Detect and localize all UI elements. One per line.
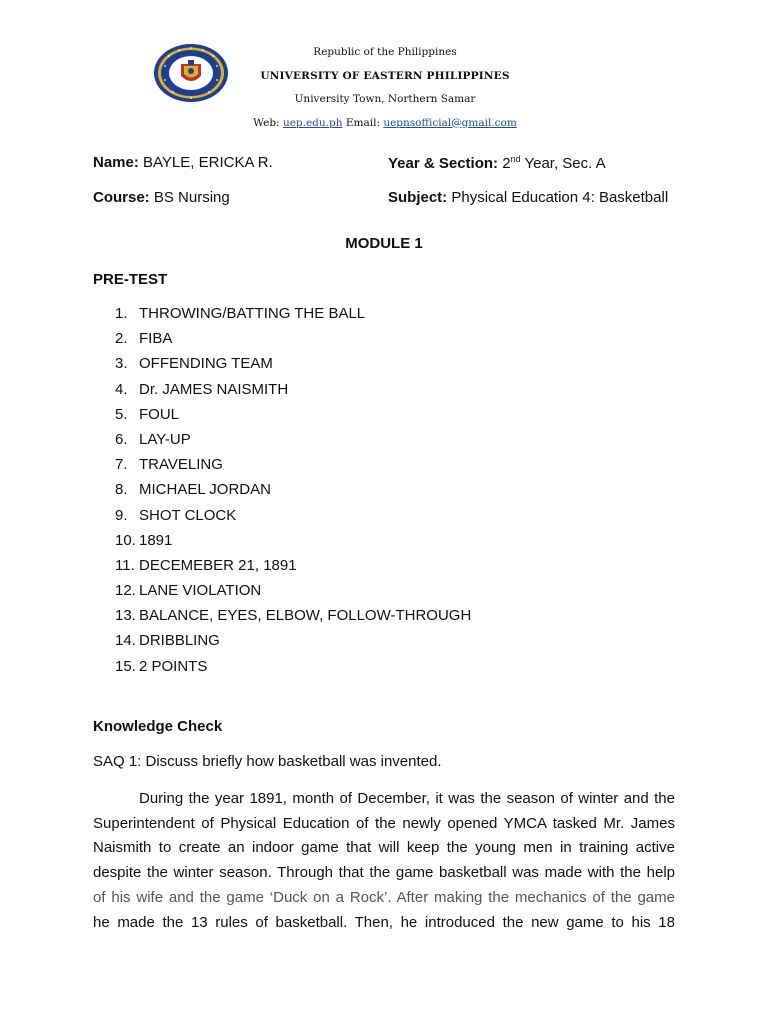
paragraph-line: he made the 13 rules of basketball. Then, he introduced the new game to his 18 [93,913,675,931]
course-field [93,189,230,206]
paragraph-line: Naismith to create an indoor game that will keep the young men in training active [93,839,675,857]
contact-line [180,112,590,136]
saq-question: SAQ 1: Discuss briefly how basketball was invented. [93,753,442,770]
web-link[interactable]: uep.edu.ph [282,116,343,129]
pretest-answer-list [115,305,471,683]
list-item: 4. Dr. JAMES NAISMITH [115,380,289,398]
email-link[interactable]: uepnsofficial@gmail.com [383,116,517,129]
course-label: Course: [93,189,150,206]
list-item: 9. SHOT CLOCK [115,506,237,524]
list-item: 5. FOUL [115,405,180,423]
university-address: University Town, Northern Samar [294,93,476,105]
subject-field [388,189,668,206]
republic-line: Republic of the Philippines [313,46,457,58]
university-name: UNIVERSITY OF EASTERN PHILIPPINES [260,69,510,82]
list-item: 10. 1891 [115,531,173,549]
list-item: 11. DECEMEBER 21, 1891 [115,556,297,574]
year-section-label: Year & Section: [388,155,499,172]
list-item: 2. FIBA [115,330,173,348]
name-field [93,154,273,171]
year-ordinal: nd [510,154,521,164]
email-label: Email: [345,116,380,129]
list-item: 8. MICHAEL JORDAN [115,481,271,499]
list-item: 15. 2 POINTS [115,657,208,675]
module-title: MODULE 1 [345,235,423,252]
list-item: 14. DRIBBLING [115,632,220,650]
paragraph-line: despite the winter season. Through that the game basketball was made with the help [93,864,675,882]
subject-value: Physical Education 4: Basketball [451,189,669,206]
knowledge-check-heading: Knowledge Check [93,718,223,735]
year-number: 2 [502,155,511,172]
list-item: 3. OFFENDING TEAM [115,355,273,373]
pretest-heading: PRE-TEST [93,271,168,288]
answer-paragraph [93,787,675,935]
paragraph-line: of his wife and the game ‘Duck on a Rock’. After making the mechanics of the game [93,888,675,906]
web-label: Web: [253,116,280,129]
list-item: 6. LAY-UP [115,430,191,448]
name-label: Name: [93,154,139,171]
name-value: BAYLE, ERICKA R. [143,154,273,171]
list-item: 7. TRAVELING [115,456,223,474]
list-item: 13. BALANCE, EYES, ELBOW, FOLLOW-THROUGH [115,607,472,625]
list-item: 1. THROWING/BATTING THE BALL [115,305,366,322]
paragraph-line: Superintendent of Physical Education of the newly opened YMCA tasked Mr. James [93,814,675,832]
year-section-field [388,154,606,172]
year-section-value: Year, Sec. A [524,155,606,172]
subject-label: Subject: [388,189,448,206]
list-item: 12. LANE VIOLATION [115,582,262,600]
letterhead [180,41,590,135]
paragraph-line: During the year 1891, month of December, it was the season of winter and the [139,790,675,807]
course-value: BS Nursing [153,189,230,206]
